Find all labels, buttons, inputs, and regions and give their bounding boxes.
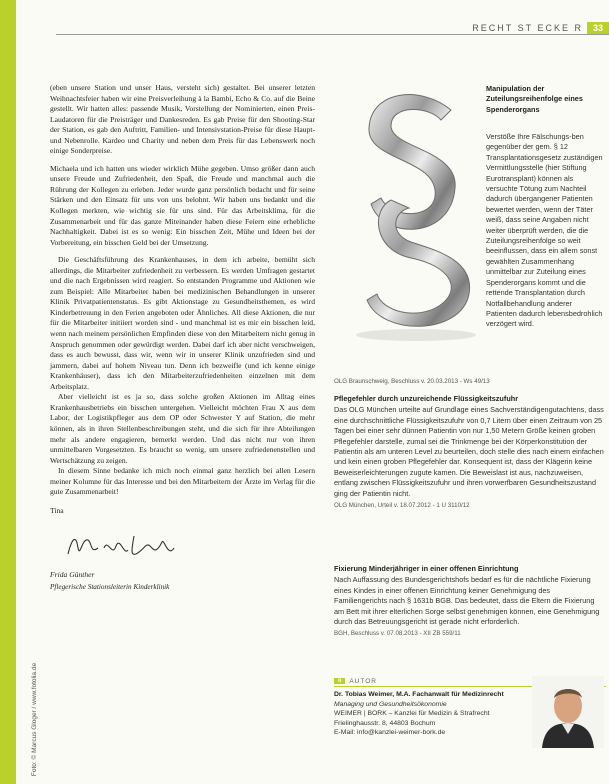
greeting: Tina [50, 505, 64, 515]
paragraph: In diesem Sinne bedanke ich mich noch einmal ganz herzlich bei allen Lesern meiner Kolumne für das Interesse und bei den Mitarbeitern der Ärzte im Verlag für die gute Zusammenarbeit! [50, 466, 315, 497]
author-email[interactable]: E-Mail: info@kanzlei-weimer-bork.de [334, 729, 446, 736]
header-divider [56, 34, 609, 35]
section-text: Das OLG München urteilte auf Grundlage eines Sachverständigengutachtens, dass eine durchschnittliche Flüssigkeitszufuhr von 0,7 Litern über einen Zeitraum von 25 Tagen bei einer sehr dünnen Patientin von nur 1,50 Metern Größe keinen groben Pflegefehler darstelle, zumal sei die Trinkmenge bei der Körperkonstitution der Patientin als am unteren Level zu beurteilen, doch stelle dies nach einem einfachen und kein einen groben Pflegefehler dar. Konsequent ist, dass der Klägerin keine Beweiserleichterungen zugute kamen. Die Beweislast ist aus, nachzuweisen, entlang zwischen Flüssigkeitszufuhr und ihren vorwerfbaren Gesundheitszustand ging der Patientin nicht. [334, 405, 604, 498]
sidebar-source: OLG Braunschweig, Beschluss v. 20.03.2013 - Ws 49/13 [334, 378, 490, 385]
author-photo [532, 676, 604, 748]
signature-name: Frida Günther [50, 569, 95, 579]
magazine-page [16, 0, 609, 784]
photo-credit: Foto: © Marcus Gloger / www.fotolia.de [31, 662, 39, 777]
section-pflegefehler [334, 394, 604, 511]
section-heading: Fixierung Minderjähriger in einer offenen Einrichtung [334, 564, 519, 573]
page-number: 33 [587, 22, 609, 34]
handwritten-signature [64, 528, 315, 566]
author-box [334, 676, 606, 768]
author-tag: ii [334, 678, 345, 684]
paragraph-symbol-illustration [331, 80, 501, 345]
page-header [472, 22, 609, 34]
paragraph: Die Geschäftsführung des Krankenhauses, in dem ich arbeite, bemüht sich allerdings, die Mitarbeiter zufriedenheit zu verbessern. Es werden Umfragen gestartet und die nach Ergebnissen wird reagiert. So entstanden Programme und Aktionen wie zum Beispiel: Alle Mitarbeiter haben bei medizinischen Behandlungen in unserer Klinik Privatpatientenstatus. Es gibt Aktionstage zu Gesundheitsthemen, es wird Kinderbetreuung in den Ferien angeboten oder Ähnliches. All diese Aktionen, die nur für die Mitarbeiter initiiert worden sind - und manchmal ist es mir ein bisschen leid, wenn nach meinem persönlichen Empfinden diese von den Mitarbeitern nicht genug in Anspruch genommen oder gewürdigt werden. Dabei darf ich aber nicht verschweigen, dass es auch bewusst, dass wir, wenn wir in unserer Klinik unzufrieden sind und jammern, dabei auf hohem Niveau tun. Denn ich bezweifle (und ich kenne einige Krankenhäuser), dass ich den Mitarbeiterzufriedenheiten einzelnen mit dem Arbeitsplatz. [50, 255, 315, 391]
section-source: BGH, Beschluss v. 07.08.2013 - XII ZB 559/11 [334, 630, 461, 638]
section-heading: Pflegefehler durch unzureichende Flüssigkeitszufuhr [334, 394, 519, 403]
signature-role: Pflegerische Stationsleiterin Kinderklinik [50, 583, 170, 592]
sidebar-heading: Manipulation der Zuteilungsreihenfolge eines Spenderorgans [486, 84, 583, 114]
author-details [334, 690, 526, 738]
paragraph: Aber vielleicht ist es ja so, dass solche großen Aktionen im Alltag eines Krankenhausbetriebs ein bisschen untergehen. Vielleicht möchten Frau X aus dem Labor, der Logistikpfleger aus dem OP oder Schwester Y auf Station, die mehr können, als in ihren Stellenbeschreibungen steht, und die sich für ihre Abteilungen mehr als andere engagieren, bemerkt werden. Und das nicht nur von ihren unmittelbaren Vorgesetzten. Es braucht so wenig, um unsere zufriedenenstellen und Wertschätzung zu zeigen. [50, 392, 315, 465]
paragraph: Michaela und ich hatten uns wieder wirklich Mühe gegeben. Umso größer dann auch unsere Freude und Zufriedenheit, den Spaß, die Freude und manchmal auch die Rührung der Kollegen zu erleben. Jeder wurde ganz persönlich bedacht und für seine Stärken und den Einsatz für uns von uns belohnt. Wir haben uns bedankt und die Kollegen merkten, wie wichtig sie für uns sind. Für das Arbeitsklima, für die Zusammenarbeit und für das ganze Miteinander haben diese Feiern eine erhebliche Nachhaltigkeit. Dabei ist es so wenig: Ein bisschen Zeit, Mühe und Ideen bei der Vorbereitung, ein bisschen Geld bei der Umsetzung. [50, 163, 315, 247]
section-label: RECHT ST ECKE R [472, 23, 583, 33]
paragraph: (eben unsere Station und unser Haus, versteht sich) gestaltet. Bei unserer letzten Weihnachtsfeier haben wir eine Preisverleihung à la Bambi, Echo & Co. auf die Beine gestellt. Wir hatten alles: passende Musik, Vorstellung der Nominierten, einen Preis-Laudatoren für die Preisträger und Dankesreden. Es gab Preise für den Shooting-Star der Station, es gab den Auftritt, Familien- und Intensivstation-Preise für diese Haupt- und Nebenrolle. Kardeo und Charity und neben dem Preis für das Lebenswerk noch einige Sonderpreise. [50, 83, 315, 156]
author-line: Frielinghausstr. 8, 44803 Bochum [334, 719, 436, 727]
section-text: Nach Auffassung des Bundesgerichtshofs bedarf es für die nächtliche Fixierung eines Kindes in einer offenen Einrichtung keiner Genehmigung des Familiengerichts nach § 1631b BGB. Das bedeutet, dass die Eltern die Fixierung am Bett mit ihrer elterlichen Sorge selbst genehmigen können, eine Genehmigung durch das Betreuungsgericht ist gerade nicht erforderlich. [334, 575, 600, 627]
author-line: Managing und Gesundheitsökonomie [334, 700, 447, 708]
author-line: WEIMER | BORK – Kanzlei für Medizin & Strafrecht [334, 710, 490, 717]
sidebar-column [486, 84, 604, 115]
author-name: Dr. Tobias Weimer, M.A. Fachanwalt für Medizinrecht [334, 691, 504, 698]
section-source: OLG München, Urteil v. 18.07.2012 - 1 U 3110/12 [334, 502, 470, 510]
main-column [50, 83, 315, 593]
sidebar-text: Verstöße Ihre Fälschungs-ben gegenüber der gem. § 12 Transplantationsgesetz zuständigen Vermittlungsstelle (hier Stiftung Eurotransplant) können als versuchte Tötung zum Nachteil dadurch übergangener Patienten bewertet werden, wenn der Täter weiß, dass seine Angaben nicht weiter überprüft werden, die die Zuteilungsreihenfolge so weit beeinflussen, dass ein allem sonst gewählten Zusammenhang unmittelbar zur Zuteilung eines Spenderorgans kommt und die rettende Transplantation durch Notfallbehandlung anderer Patienten dadurch lebensbedrohlich verzögert wird. [486, 132, 603, 329]
author-label: AUTOR [349, 677, 377, 685]
sidebar-source-block [334, 375, 604, 387]
section-fixierung [334, 564, 604, 640]
